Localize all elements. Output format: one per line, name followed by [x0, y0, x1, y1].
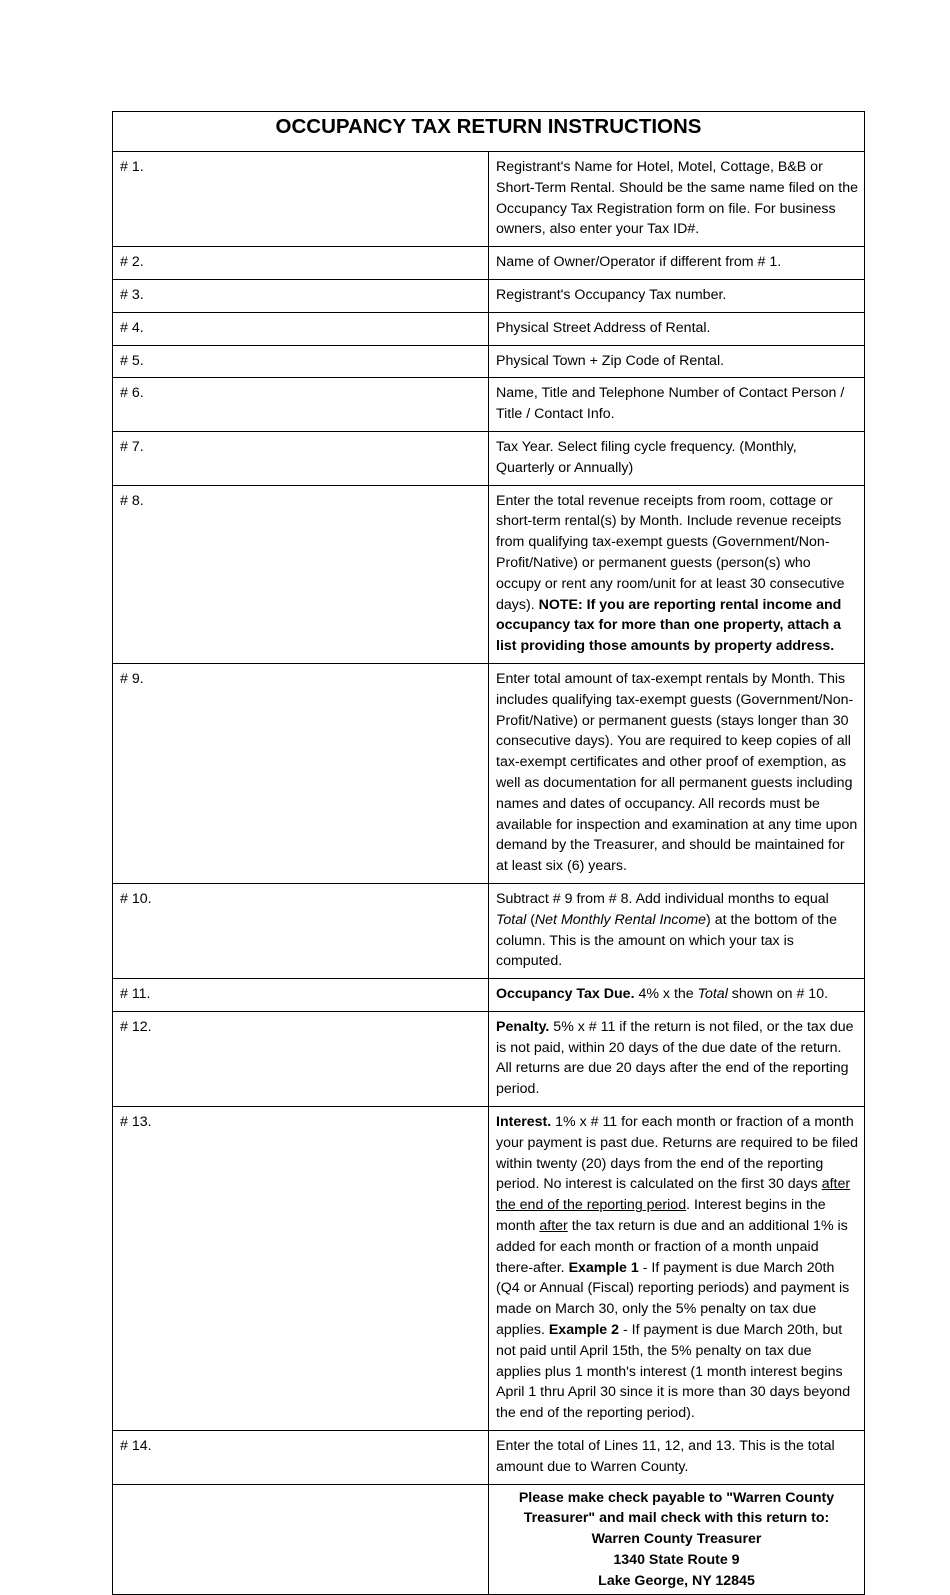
table-row [113, 979, 865, 1012]
item-text: Enter the total revenue receipts from room, cottage or short-term rental(s) by Month. Include revenue receipts from qualifying tax-exempt guests (Government/Non-Profit/Native) or permanent guests (person(s) who occupy or rent any room/unit for at least 30 consecutive days). [496, 492, 845, 613]
item-description [489, 883, 865, 978]
title-row [113, 112, 865, 152]
item-number: # 4. [113, 312, 489, 345]
item-number: # 7. [113, 431, 489, 485]
table-row [113, 663, 865, 883]
item-description: Physical Street Address of Rental. [489, 312, 865, 345]
item-text: . Interest begins in the month [496, 1197, 826, 1235]
item-number: # 9. [113, 663, 489, 883]
table-row [113, 279, 865, 312]
item-text: ) at the bottom of the column. This is the amount on which your tax is computed. [496, 911, 837, 970]
item-number: # 13. [113, 1107, 489, 1431]
item-underlined-text: after the end of the reporting period [496, 1176, 851, 1214]
item-number: # 6. [113, 378, 489, 432]
item-text: 4% x the [634, 986, 698, 1003]
item-description [489, 1011, 865, 1106]
item-text: 5% x # 11 if the return is not filed, or the tax due is not paid, within 20 days of the due date of the return. All returns are due 20 days after the end of the reporting period. [496, 1018, 854, 1098]
footer-row [113, 1484, 865, 1594]
item-italic-text: Net Monthly Rental Income [534, 911, 707, 928]
table-row [113, 431, 865, 485]
item-text: shown on # 10. [727, 986, 829, 1003]
payable-instruction: Please make check payable to "Warren County Treasurer" and mail check with this return to: [518, 1489, 835, 1527]
item-italic-text: Total [496, 911, 527, 928]
item-underlined-text: after [539, 1218, 568, 1235]
item-heading: Interest. [496, 1114, 552, 1131]
item-description: Name of Owner/Operator if different from # 1. [489, 247, 865, 280]
item-description [489, 1107, 865, 1431]
instructions-table [112, 111, 865, 1595]
item-number: # 2. [113, 247, 489, 280]
item-number: # 14. [113, 1431, 489, 1485]
table-row [113, 883, 865, 978]
item-heading: Penalty. [496, 1018, 550, 1035]
table-row [113, 378, 865, 432]
item-text: - If payment is due March 20th, but not paid until April 15th, the 5% penalty on tax due applies plus 1 month's interest (1 month interest begins April 1 thru April 30 since it is more than 30 days beyond the end of the reporting period). [496, 1322, 851, 1422]
item-description [489, 485, 865, 663]
table-row [113, 1107, 865, 1431]
item-number: # 3. [113, 279, 489, 312]
city-state-zip: Lake George, NY 12845 [598, 1572, 755, 1589]
table-row [113, 152, 865, 247]
item-text: ( [526, 911, 535, 928]
item-text: the tax return is due and an additional 1% is added for each month or fraction of a month unpaid there-after. [496, 1218, 848, 1276]
street-address: 1340 State Route 9 [613, 1552, 740, 1569]
table-row [113, 485, 865, 663]
item-description: Registrant's Occupancy Tax number. [489, 279, 865, 312]
payee-name: Warren County Treasurer [591, 1531, 762, 1548]
item-description: Enter total amount of tax-exempt rentals by Month. This includes qualifying tax-exempt guests (Government/Non-Profit/Native) or permanent guests (stays longer than 30 consecutive days). You are required to keep copies of all tax-exempt certificates and other proof of exemption, as well as documentation for all permanent guests including names and dates of occupancy. All records must be available for inspection and examination at any time upon demand by the Treasurer, and should be maintained for at least six (6) years. [489, 663, 865, 883]
table-row [113, 345, 865, 378]
item-number: # 12. [113, 1011, 489, 1106]
item-description [489, 979, 865, 1012]
item-example-label: Example 1 [568, 1259, 639, 1276]
table-row [113, 312, 865, 345]
table-row [113, 1011, 865, 1106]
page-title: OCCUPANCY TAX RETURN INSTRUCTIONS [113, 112, 865, 152]
item-example-label: Example 2 [548, 1322, 620, 1339]
item-number: # 8. [113, 485, 489, 663]
item-description: Name, Title and Telephone Number of Contact Person / Title / Contact Info. [489, 378, 865, 432]
item-description: Physical Town + Zip Code of Rental. [489, 345, 865, 378]
item-text: - If payment is due March 20th (Q4 or Annual (Fiscal) reporting periods) and payment is made on March 30, only the 5% penalty on tax due applies. [496, 1259, 850, 1339]
item-number: # 5. [113, 345, 489, 378]
item-number: # 11. [113, 979, 489, 1012]
table-row [113, 1431, 865, 1485]
item-number: # 10. [113, 883, 489, 978]
empty-cell [113, 1484, 489, 1594]
item-italic-text: Total [697, 986, 728, 1003]
item-description: Enter the total of Lines 11, 12, and 13. This is the total amount due to Warren County. [489, 1431, 865, 1485]
item-text: 1% x # 11 for each month or fraction of a month your payment is past due. Returns are required to be filed within twenty (20) days from the end of the reporting period. No interest is calculated on the first 30 days [496, 1114, 858, 1193]
item-description: Tax Year. Select filing cycle frequency. (Monthly, Quarterly or Annually) [489, 431, 865, 485]
item-heading: Occupancy Tax Due. [496, 986, 635, 1003]
item-text: Subtract # 9 from # 8. Add individual months to equal [496, 890, 829, 907]
item-number: # 1. [113, 152, 489, 247]
mailing-instructions [489, 1484, 865, 1594]
table-row [113, 247, 865, 280]
item-description: Registrant's Name for Hotel, Motel, Cottage, B&B or Short-Term Rental. Should be the same name filed on the Occupancy Tax Registration form on file. For business owners, also enter your Tax ID#. [489, 152, 865, 247]
item-note: NOTE: If you are reporting rental income and occupancy tax for more than one property, attach a list providing those amounts by property address. [496, 596, 842, 655]
